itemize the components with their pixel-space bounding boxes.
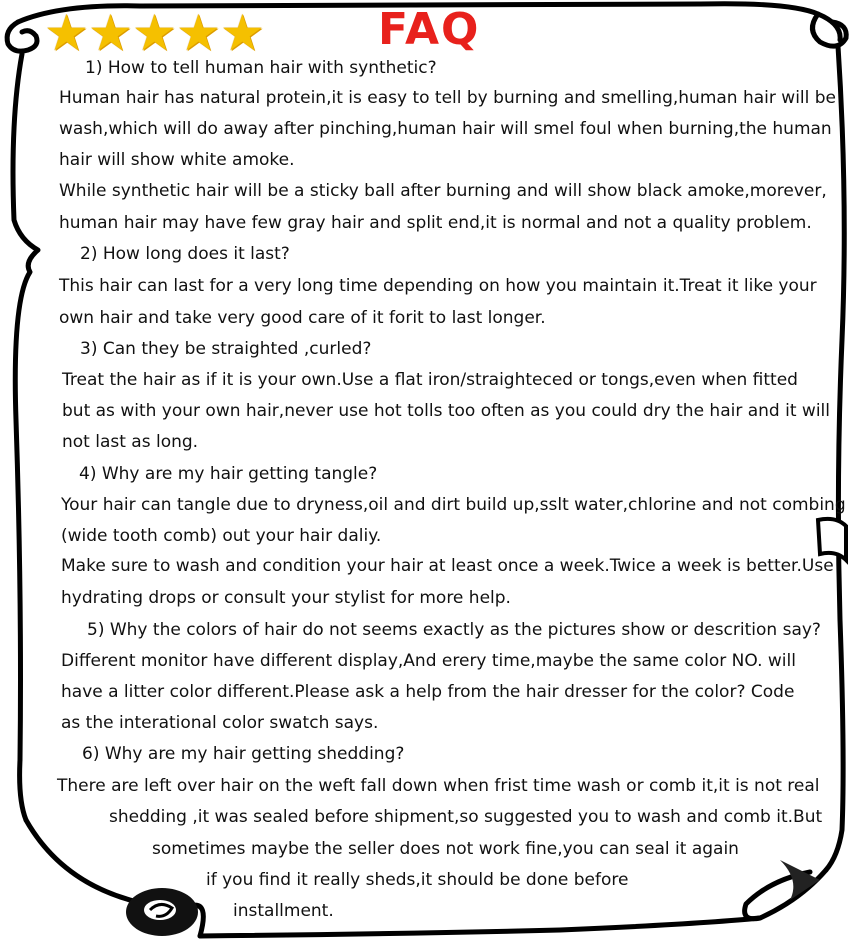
- faq-answer-line: Treat the hair as if it is your own.Use a flat iron/straighteced or tongs,even when fitted: [62, 370, 798, 390]
- faq-answer-line: shedding ,it was sealed before shipment,so suggested you to wash and comb it.But: [109, 807, 823, 827]
- faq-answer-line: if you find it really sheds,it should be done before: [206, 870, 629, 890]
- faq-answer-line: but as with your own hair,never use hot tolls too often as you could dry the hair and it will: [62, 401, 830, 421]
- faq-answer-line: not last as long.: [62, 432, 199, 452]
- faq-question-2: 2) How long does it last?: [80, 244, 290, 264]
- faq-answer-line: While synthetic hair will be a sticky ball after burning and will show black amoke,morever,: [59, 181, 827, 201]
- faq-answer-line: Make sure to wash and condition your hair at least once a week.Twice a week is better.Use: [61, 556, 834, 576]
- star-icon: ★: [44, 4, 89, 62]
- star-icon: ★: [176, 4, 221, 62]
- faq-answer-line: human hair may have few gray hair and split end,it is normal and not a quality problem.: [59, 213, 812, 233]
- faq-answer-line: This hair can last for a very long time depending on how you maintain it.Treat it like your: [59, 276, 817, 296]
- faq-answer-line: wash,which will do away after pinching,human hair will smel foul when burning,the human: [59, 119, 832, 139]
- faq-answer-line: have a litter color different.Please ask a help from the hair dresser for the color? Code: [61, 682, 795, 702]
- faq-title: FAQ: [378, 4, 481, 55]
- faq-answer-line: (wide tooth comb) out your hair daliy.: [61, 526, 382, 546]
- faq-question-1: 1) How to tell human hair with synthetic?: [85, 58, 437, 78]
- faq-question-5: 5) Why the colors of hair do not seems exactly as the pictures show or descrition say?: [87, 620, 821, 640]
- star-icon: ★: [132, 4, 177, 62]
- rating-stars: [44, 4, 265, 62]
- faq-answer-line: sometimes maybe the seller does not work fine,you can seal it again: [152, 839, 739, 859]
- faq-answer-line: installment.: [233, 901, 334, 921]
- star-icon: ★: [220, 4, 265, 62]
- faq-answer-line: hair will show white amoke.: [59, 150, 295, 170]
- faq-answer-line: own hair and take very good care of it forit to last longer.: [59, 308, 546, 328]
- faq-answer-line: Your hair can tangle due to dryness,oil and dirt build up,sslt water,chlorine and not combing: [61, 495, 846, 515]
- faq-answer-line: as the interational color swatch says.: [61, 713, 379, 733]
- faq-answer-line: Different monitor have different display,And erery time,maybe the same color NO. will: [61, 651, 796, 671]
- faq-question-4: 4) Why are my hair getting tangle?: [79, 464, 378, 484]
- faq-answer-line: hydrating drops or consult your stylist for more help.: [61, 588, 511, 608]
- faq-question-3: 3) Can they be straighted ,curled?: [80, 339, 372, 359]
- faq-answer-line: Human hair has natural protein,it is easy to tell by burning and smelling,human hair will be: [59, 88, 837, 108]
- faq-question-6: 6) Why are my hair getting shedding?: [82, 744, 405, 764]
- faq-answer-line: There are left over hair on the weft fall down when frist time wash or comb it,it is not real: [57, 776, 820, 796]
- star-icon: ★: [88, 4, 133, 62]
